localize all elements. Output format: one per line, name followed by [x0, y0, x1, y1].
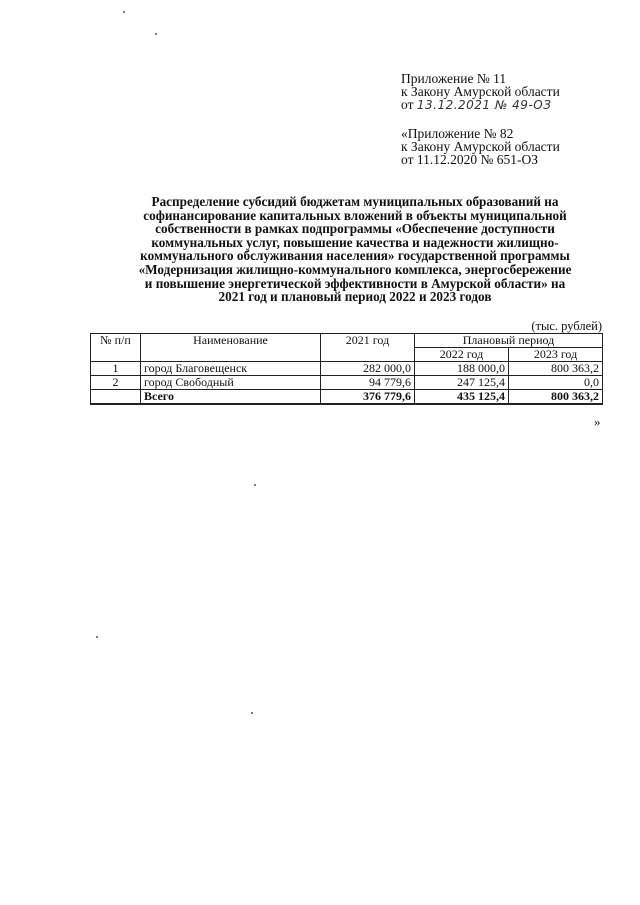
scan-speck: [96, 636, 98, 638]
cell-2023: 800 363,2: [509, 362, 603, 376]
cell-2021: 94 779,6: [321, 376, 415, 390]
title-line: Распределение субсидий бюджетам муниципальных образований на: [151, 194, 559, 209]
total-2023: 800 363,2: [509, 390, 603, 405]
previous-appendix-number: «Приложение № 82: [401, 126, 514, 141]
title-line: софинансирование капитальных вложений в объекты муниципальной: [143, 207, 567, 223]
cell-num-empty: [91, 390, 141, 405]
scan-speck: [123, 11, 125, 13]
scan-speck: [254, 484, 256, 486]
cell-num: 1: [91, 362, 141, 376]
cell-name: город Свободный: [141, 376, 321, 390]
handwritten-date-number: 13.12.2021 № 49-ОЗ: [416, 98, 552, 112]
title-line: коммунального обслуживания населения» государственной программы: [140, 248, 570, 264]
units-label: (тыс. рублей): [531, 319, 602, 333]
header-2021: 2021 год: [321, 334, 415, 362]
header-planned-period: Плановый период: [415, 334, 603, 348]
scan-speck: [155, 33, 157, 35]
scan-speck: [251, 712, 253, 714]
previous-appendix-date: от 11.12.2020 № 651-ОЗ: [401, 152, 538, 167]
total-2022: 435 125,4: [415, 390, 509, 405]
table-row: [91, 376, 603, 390]
previous-appendix-law: к Закону Амурской области: [401, 139, 560, 154]
appendix-law: к Закону Амурской области: [401, 84, 560, 99]
appendix-number: Приложение № 11: [401, 71, 507, 86]
title-line: «Модернизация жилищно-коммунального комплекса, энергосбережение: [138, 261, 572, 277]
subsidy-table: [90, 333, 603, 405]
total-row: [91, 390, 603, 405]
title-line: коммунальных услуг, повышение качества и надежности жилищно-: [151, 234, 559, 250]
appendix-current: [401, 72, 601, 112]
table-row: [91, 362, 603, 376]
cell-2022: 247 125,4: [415, 376, 509, 390]
appendix-date-prefix: от: [401, 97, 414, 112]
closing-quote: »: [594, 414, 601, 429]
cell-num: 2: [91, 376, 141, 390]
total-2021: 376 779,6: [321, 390, 415, 405]
header-name: Наименование: [141, 334, 321, 362]
cell-2021: 282 000,0: [321, 362, 415, 376]
document-title: [90, 195, 620, 304]
title-line: 2021 год и плановый период 2022 и 2023 годов: [218, 289, 492, 305]
title-line: собственности в рамках подпрограммы «Обеспечение доступности: [155, 221, 555, 237]
cell-name: город Благовещенск: [141, 362, 321, 376]
cell-2023: 0,0: [509, 376, 603, 390]
title-line: и повышение энергетической эффективности в Амурской области» на: [144, 275, 566, 291]
header-num: № п/п: [91, 334, 141, 362]
cell-2022: 188 000,0: [415, 362, 509, 376]
appendix-previous: [401, 127, 601, 166]
header-2023: 2023 год: [509, 348, 603, 362]
total-label: Всего: [141, 390, 321, 405]
header-2022: 2022 год: [415, 348, 509, 362]
appendix-date-line: [401, 98, 601, 112]
